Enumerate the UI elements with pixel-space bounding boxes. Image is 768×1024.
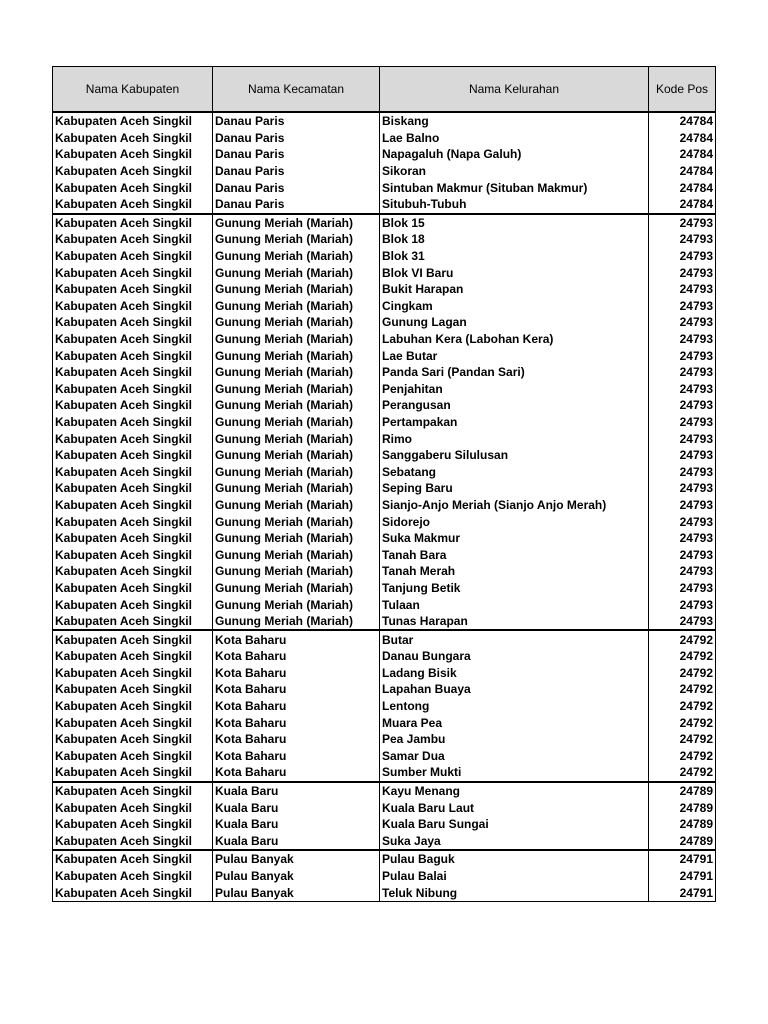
- cell-kelurahan: Napagaluh (Napa Galuh): [380, 146, 649, 163]
- cell-kelurahan: Panda Sari (Pandan Sari): [380, 364, 649, 381]
- table-row: [53, 850, 716, 868]
- cell-kode-pos: 24793: [649, 248, 716, 265]
- cell-kelurahan: Pulau Balai: [380, 868, 649, 885]
- cell-kecamatan: Gunung Meriah (Mariah): [213, 364, 380, 381]
- cell-kelurahan: Blok VI Baru: [380, 264, 649, 281]
- cell-kelurahan: Penjahitan: [380, 381, 649, 398]
- cell-kecamatan: Gunung Meriah (Mariah): [213, 596, 380, 613]
- table-row: [53, 347, 716, 364]
- cell-kelurahan: Biskang: [380, 112, 649, 130]
- cell-kelurahan: Sumber Mukti: [380, 764, 649, 782]
- cell-kode-pos: 24793: [649, 613, 716, 631]
- cell-kelurahan: Seping Baru: [380, 480, 649, 497]
- cell-kecamatan: Pulau Banyak: [213, 868, 380, 885]
- table-row: [53, 665, 716, 682]
- cell-kecamatan: Kota Baharu: [213, 731, 380, 748]
- cell-kabupaten: Kabupaten Aceh Singkil: [53, 698, 213, 715]
- cell-kode-pos: 24792: [649, 731, 716, 748]
- header-kode-pos: Kode Pos: [649, 67, 716, 113]
- cell-kecamatan: Gunung Meriah (Mariah): [213, 530, 380, 547]
- cell-kode-pos: 24793: [649, 264, 716, 281]
- cell-kode-pos: 24789: [649, 833, 716, 851]
- cell-kelurahan: Kayu Menang: [380, 782, 649, 800]
- cell-kelurahan: Blok 31: [380, 248, 649, 265]
- cell-kode-pos: 24792: [649, 764, 716, 782]
- cell-kode-pos: 24793: [649, 314, 716, 331]
- cell-kecamatan: Danau Paris: [213, 130, 380, 147]
- header-kecamatan: Nama Kecamatan: [213, 67, 380, 113]
- cell-kode-pos: 24793: [649, 281, 716, 298]
- cell-kelurahan: Suka Makmur: [380, 530, 649, 547]
- cell-kode-pos: 24792: [649, 665, 716, 682]
- cell-kode-pos: 24793: [649, 530, 716, 547]
- cell-kecamatan: Kota Baharu: [213, 714, 380, 731]
- cell-kabupaten: Kabupaten Aceh Singkil: [53, 782, 213, 800]
- cell-kecamatan: Kota Baharu: [213, 681, 380, 698]
- cell-kecamatan: Gunung Meriah (Mariah): [213, 314, 380, 331]
- table-row: [53, 681, 716, 698]
- cell-kecamatan: Kuala Baru: [213, 799, 380, 816]
- cell-kabupaten: Kabupaten Aceh Singkil: [53, 381, 213, 398]
- cell-kelurahan: Tanah Bara: [380, 546, 649, 563]
- cell-kecamatan: Gunung Meriah (Mariah): [213, 580, 380, 597]
- postal-code-table: [52, 66, 716, 902]
- table-row: [53, 596, 716, 613]
- cell-kode-pos: 24793: [649, 298, 716, 315]
- cell-kelurahan: Butar: [380, 630, 649, 648]
- cell-kecamatan: Gunung Meriah (Mariah): [213, 347, 380, 364]
- cell-kode-pos: 24793: [649, 347, 716, 364]
- cell-kabupaten: Kabupaten Aceh Singkil: [53, 799, 213, 816]
- cell-kabupaten: Kabupaten Aceh Singkil: [53, 364, 213, 381]
- cell-kode-pos: 24791: [649, 850, 716, 868]
- table-row: [53, 298, 716, 315]
- cell-kode-pos: 24789: [649, 782, 716, 800]
- cell-kode-pos: 24793: [649, 381, 716, 398]
- cell-kode-pos: 24789: [649, 799, 716, 816]
- cell-kecamatan: Kota Baharu: [213, 698, 380, 715]
- cell-kabupaten: Kabupaten Aceh Singkil: [53, 146, 213, 163]
- cell-kecamatan: Gunung Meriah (Mariah): [213, 513, 380, 530]
- cell-kecamatan: Gunung Meriah (Mariah): [213, 331, 380, 348]
- cell-kelurahan: Samar Dua: [380, 748, 649, 765]
- cell-kode-pos: 24793: [649, 414, 716, 431]
- cell-kelurahan: Tunas Harapan: [380, 613, 649, 631]
- table-row: [53, 580, 716, 597]
- cell-kecamatan: Gunung Meriah (Mariah): [213, 248, 380, 265]
- cell-kode-pos: 24793: [649, 596, 716, 613]
- cell-kode-pos: 24784: [649, 146, 716, 163]
- cell-kode-pos: 24784: [649, 179, 716, 196]
- cell-kelurahan: Tulaan: [380, 596, 649, 613]
- cell-kecamatan: Danau Paris: [213, 146, 380, 163]
- cell-kecamatan: Gunung Meriah (Mariah): [213, 397, 380, 414]
- table-row: [53, 530, 716, 547]
- table-row: [53, 648, 716, 665]
- cell-kabupaten: Kabupaten Aceh Singkil: [53, 480, 213, 497]
- table-row: [53, 331, 716, 348]
- table-body: [53, 112, 716, 901]
- cell-kelurahan: Pea Jambu: [380, 731, 649, 748]
- cell-kabupaten: Kabupaten Aceh Singkil: [53, 314, 213, 331]
- table-row: [53, 782, 716, 800]
- cell-kecamatan: Gunung Meriah (Mariah): [213, 214, 380, 232]
- cell-kabupaten: Kabupaten Aceh Singkil: [53, 868, 213, 885]
- cell-kabupaten: Kabupaten Aceh Singkil: [53, 884, 213, 901]
- cell-kecamatan: Pulau Banyak: [213, 850, 380, 868]
- cell-kecamatan: Danau Paris: [213, 163, 380, 180]
- cell-kecamatan: Gunung Meriah (Mariah): [213, 447, 380, 464]
- table-row: [53, 613, 716, 631]
- cell-kabupaten: Kabupaten Aceh Singkil: [53, 196, 213, 214]
- table-row: [53, 447, 716, 464]
- table-row: [53, 816, 716, 833]
- cell-kabupaten: Kabupaten Aceh Singkil: [53, 580, 213, 597]
- cell-kecamatan: Gunung Meriah (Mariah): [213, 497, 380, 514]
- cell-kelurahan: Labuhan Kera (Labohan Kera): [380, 331, 649, 348]
- cell-kode-pos: 24792: [649, 698, 716, 715]
- cell-kabupaten: Kabupaten Aceh Singkil: [53, 630, 213, 648]
- table-row: [53, 196, 716, 214]
- cell-kabupaten: Kabupaten Aceh Singkil: [53, 833, 213, 851]
- table-row: [53, 764, 716, 782]
- cell-kecamatan: Pulau Banyak: [213, 884, 380, 901]
- cell-kode-pos: 24784: [649, 163, 716, 180]
- cell-kelurahan: Sintuban Makmur (Situban Makmur): [380, 179, 649, 196]
- cell-kabupaten: Kabupaten Aceh Singkil: [53, 681, 213, 698]
- cell-kecamatan: Kota Baharu: [213, 665, 380, 682]
- table-row: [53, 112, 716, 130]
- cell-kecamatan: Danau Paris: [213, 196, 380, 214]
- table-row: [53, 748, 716, 765]
- cell-kabupaten: Kabupaten Aceh Singkil: [53, 613, 213, 631]
- cell-kelurahan: Sebatang: [380, 463, 649, 480]
- cell-kode-pos: 24792: [649, 748, 716, 765]
- cell-kabupaten: Kabupaten Aceh Singkil: [53, 264, 213, 281]
- cell-kabupaten: Kabupaten Aceh Singkil: [53, 414, 213, 431]
- table-row: [53, 364, 716, 381]
- cell-kode-pos: 24793: [649, 480, 716, 497]
- cell-kelurahan: Teluk Nibung: [380, 884, 649, 901]
- table-row: [53, 381, 716, 398]
- cell-kelurahan: Bukit Harapan: [380, 281, 649, 298]
- cell-kabupaten: Kabupaten Aceh Singkil: [53, 397, 213, 414]
- cell-kelurahan: Sidorejo: [380, 513, 649, 530]
- table-row: [53, 731, 716, 748]
- cell-kabupaten: Kabupaten Aceh Singkil: [53, 748, 213, 765]
- cell-kabupaten: Kabupaten Aceh Singkil: [53, 163, 213, 180]
- cell-kabupaten: Kabupaten Aceh Singkil: [53, 530, 213, 547]
- cell-kelurahan: Lapahan Buaya: [380, 681, 649, 698]
- postal-code-sheet: [52, 66, 716, 902]
- cell-kode-pos: 24792: [649, 681, 716, 698]
- cell-kabupaten: Kabupaten Aceh Singkil: [53, 112, 213, 130]
- table-row: [53, 130, 716, 147]
- cell-kode-pos: 24789: [649, 816, 716, 833]
- table-row: [53, 414, 716, 431]
- cell-kode-pos: 24793: [649, 397, 716, 414]
- table-row: [53, 884, 716, 901]
- table-row: [53, 546, 716, 563]
- cell-kode-pos: 24792: [649, 630, 716, 648]
- cell-kelurahan: Pertampakan: [380, 414, 649, 431]
- header-kabupaten: Nama Kabupaten: [53, 67, 213, 113]
- cell-kode-pos: 24792: [649, 714, 716, 731]
- cell-kode-pos: 24793: [649, 447, 716, 464]
- cell-kode-pos: 24793: [649, 364, 716, 381]
- cell-kecamatan: Kota Baharu: [213, 648, 380, 665]
- cell-kabupaten: Kabupaten Aceh Singkil: [53, 648, 213, 665]
- cell-kode-pos: 24793: [649, 563, 716, 580]
- cell-kode-pos: 24784: [649, 112, 716, 130]
- cell-kode-pos: 24784: [649, 130, 716, 147]
- cell-kelurahan: Kuala Baru Sungai: [380, 816, 649, 833]
- cell-kecamatan: Kuala Baru: [213, 816, 380, 833]
- cell-kode-pos: 24793: [649, 546, 716, 563]
- table-row: [53, 163, 716, 180]
- cell-kelurahan: Lae Butar: [380, 347, 649, 364]
- cell-kabupaten: Kabupaten Aceh Singkil: [53, 546, 213, 563]
- cell-kelurahan: Tanjung Betik: [380, 580, 649, 597]
- table-row: [53, 799, 716, 816]
- cell-kecamatan: Gunung Meriah (Mariah): [213, 480, 380, 497]
- cell-kecamatan: Kuala Baru: [213, 782, 380, 800]
- table-row: [53, 868, 716, 885]
- cell-kecamatan: Kota Baharu: [213, 764, 380, 782]
- table-row: [53, 397, 716, 414]
- table-row: [53, 698, 716, 715]
- cell-kode-pos: 24784: [649, 196, 716, 214]
- cell-kelurahan: Gunung Lagan: [380, 314, 649, 331]
- cell-kabupaten: Kabupaten Aceh Singkil: [53, 563, 213, 580]
- table-row: [53, 281, 716, 298]
- cell-kode-pos: 24792: [649, 648, 716, 665]
- cell-kelurahan: Lae Balno: [380, 130, 649, 147]
- cell-kecamatan: Gunung Meriah (Mariah): [213, 546, 380, 563]
- cell-kelurahan: Cingkam: [380, 298, 649, 315]
- table-row: [53, 264, 716, 281]
- cell-kode-pos: 24793: [649, 463, 716, 480]
- table-row: [53, 248, 716, 265]
- cell-kecamatan: Gunung Meriah (Mariah): [213, 430, 380, 447]
- cell-kelurahan: Situbuh-Tubuh: [380, 196, 649, 214]
- cell-kode-pos: 24793: [649, 497, 716, 514]
- cell-kelurahan: Sikoran: [380, 163, 649, 180]
- table-row: [53, 497, 716, 514]
- cell-kabupaten: Kabupaten Aceh Singkil: [53, 430, 213, 447]
- cell-kabupaten: Kabupaten Aceh Singkil: [53, 665, 213, 682]
- cell-kode-pos: 24793: [649, 430, 716, 447]
- table-row: [53, 630, 716, 648]
- header-kelurahan: Nama Kelurahan: [380, 67, 649, 113]
- table-row: [53, 231, 716, 248]
- cell-kelurahan: Sanggaberu Silulusan: [380, 447, 649, 464]
- cell-kelurahan: Lentong: [380, 698, 649, 715]
- cell-kabupaten: Kabupaten Aceh Singkil: [53, 231, 213, 248]
- cell-kelurahan: Perangusan: [380, 397, 649, 414]
- cell-kelurahan: Sianjo-Anjo Meriah (Sianjo Anjo Merah): [380, 497, 649, 514]
- cell-kelurahan: Suka Jaya: [380, 833, 649, 851]
- cell-kecamatan: Gunung Meriah (Mariah): [213, 563, 380, 580]
- cell-kelurahan: Rimo: [380, 430, 649, 447]
- cell-kabupaten: Kabupaten Aceh Singkil: [53, 816, 213, 833]
- cell-kabupaten: Kabupaten Aceh Singkil: [53, 714, 213, 731]
- cell-kecamatan: Gunung Meriah (Mariah): [213, 264, 380, 281]
- cell-kelurahan: Pulau Baguk: [380, 850, 649, 868]
- table-row: [53, 833, 716, 851]
- cell-kecamatan: Danau Paris: [213, 112, 380, 130]
- table-row: [53, 314, 716, 331]
- table-row: [53, 714, 716, 731]
- table-row: [53, 179, 716, 196]
- cell-kecamatan: Gunung Meriah (Mariah): [213, 381, 380, 398]
- cell-kelurahan: Kuala Baru Laut: [380, 799, 649, 816]
- cell-kelurahan: Danau Bungara: [380, 648, 649, 665]
- cell-kabupaten: Kabupaten Aceh Singkil: [53, 298, 213, 315]
- header-row: [53, 67, 716, 113]
- cell-kabupaten: Kabupaten Aceh Singkil: [53, 281, 213, 298]
- cell-kelurahan: Ladang Bisik: [380, 665, 649, 682]
- table-row: [53, 146, 716, 163]
- cell-kode-pos: 24793: [649, 231, 716, 248]
- cell-kabupaten: Kabupaten Aceh Singkil: [53, 347, 213, 364]
- cell-kabupaten: Kabupaten Aceh Singkil: [53, 179, 213, 196]
- cell-kode-pos: 24793: [649, 513, 716, 530]
- cell-kabupaten: Kabupaten Aceh Singkil: [53, 447, 213, 464]
- cell-kecamatan: Gunung Meriah (Mariah): [213, 463, 380, 480]
- cell-kecamatan: Kuala Baru: [213, 833, 380, 851]
- cell-kecamatan: Gunung Meriah (Mariah): [213, 231, 380, 248]
- cell-kabupaten: Kabupaten Aceh Singkil: [53, 331, 213, 348]
- cell-kabupaten: Kabupaten Aceh Singkil: [53, 248, 213, 265]
- cell-kelurahan: Muara Pea: [380, 714, 649, 731]
- cell-kabupaten: Kabupaten Aceh Singkil: [53, 513, 213, 530]
- cell-kelurahan: Blok 15: [380, 214, 649, 232]
- cell-kode-pos: 24791: [649, 884, 716, 901]
- table-row: [53, 563, 716, 580]
- cell-kecamatan: Gunung Meriah (Mariah): [213, 281, 380, 298]
- cell-kabupaten: Kabupaten Aceh Singkil: [53, 850, 213, 868]
- cell-kelurahan: Tanah Merah: [380, 563, 649, 580]
- table-row: [53, 480, 716, 497]
- cell-kabupaten: Kabupaten Aceh Singkil: [53, 596, 213, 613]
- cell-kabupaten: Kabupaten Aceh Singkil: [53, 764, 213, 782]
- cell-kabupaten: Kabupaten Aceh Singkil: [53, 130, 213, 147]
- cell-kabupaten: Kabupaten Aceh Singkil: [53, 463, 213, 480]
- cell-kabupaten: Kabupaten Aceh Singkil: [53, 731, 213, 748]
- cell-kecamatan: Danau Paris: [213, 179, 380, 196]
- cell-kelurahan: Blok 18: [380, 231, 649, 248]
- table-row: [53, 513, 716, 530]
- cell-kecamatan: Gunung Meriah (Mariah): [213, 298, 380, 315]
- cell-kecamatan: Gunung Meriah (Mariah): [213, 414, 380, 431]
- cell-kabupaten: Kabupaten Aceh Singkil: [53, 497, 213, 514]
- table-row: [53, 463, 716, 480]
- table-row: [53, 430, 716, 447]
- cell-kode-pos: 24793: [649, 214, 716, 232]
- cell-kode-pos: 24791: [649, 868, 716, 885]
- cell-kecamatan: Gunung Meriah (Mariah): [213, 613, 380, 631]
- cell-kode-pos: 24793: [649, 331, 716, 348]
- cell-kecamatan: Kota Baharu: [213, 748, 380, 765]
- cell-kode-pos: 24793: [649, 580, 716, 597]
- cell-kabupaten: Kabupaten Aceh Singkil: [53, 214, 213, 232]
- cell-kecamatan: Kota Baharu: [213, 630, 380, 648]
- table-row: [53, 214, 716, 232]
